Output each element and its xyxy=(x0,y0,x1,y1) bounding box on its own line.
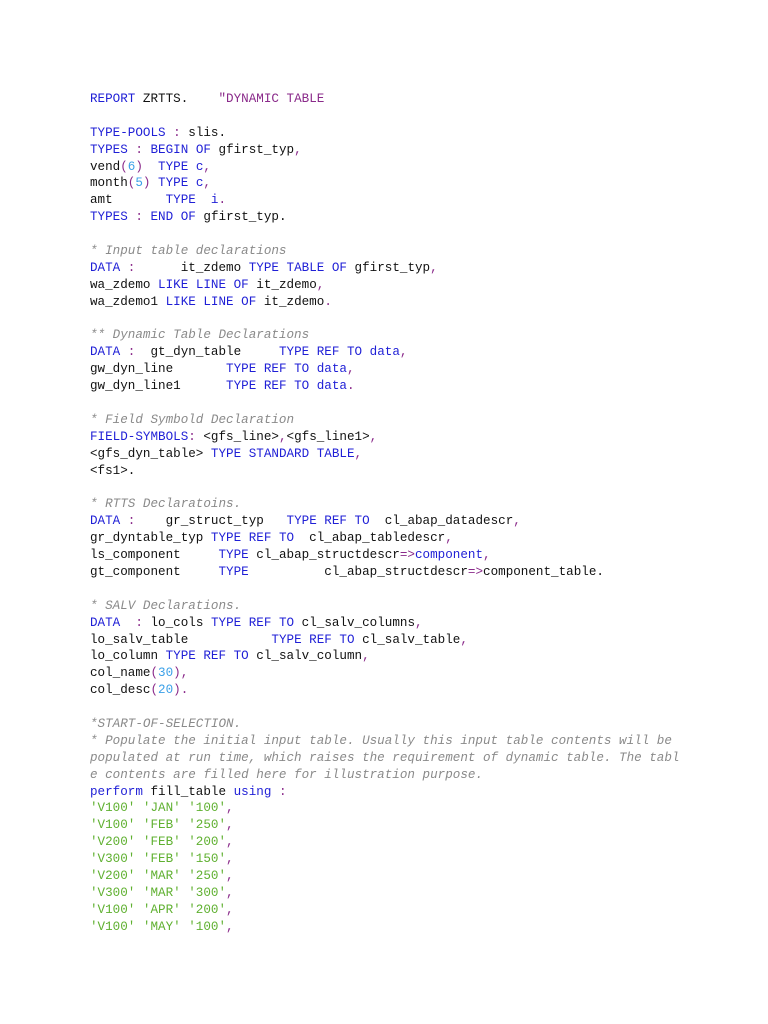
code-token: ) xyxy=(173,666,181,681)
code-line xyxy=(90,412,690,429)
code-line xyxy=(90,615,690,632)
code-token: : xyxy=(135,210,143,225)
code-token: lo_cols xyxy=(142,615,211,630)
code-line xyxy=(90,784,690,801)
code-token: <gfs_dyn_table> xyxy=(90,446,211,461)
blank-line xyxy=(90,226,690,243)
code-line xyxy=(90,919,690,936)
code-token: : xyxy=(188,429,196,444)
code-token: cl_abap_structdescr xyxy=(248,564,468,579)
code-token: : xyxy=(135,142,143,157)
code-token: DATA xyxy=(90,615,121,630)
code-token: , xyxy=(430,260,438,275)
code-line xyxy=(90,513,690,530)
code-token: cl_salv_columns xyxy=(294,615,416,630)
code-token: . xyxy=(346,379,355,394)
code-token: ) xyxy=(142,176,151,191)
code-token: it_zdemo xyxy=(248,277,317,292)
code-token: cl_abap_datadescr xyxy=(369,514,514,529)
code-line xyxy=(90,429,690,446)
code-token: . xyxy=(324,294,332,309)
code-token: cl_abap_structdescr xyxy=(248,548,400,563)
code-token: 'V300' 'FEB' '150' xyxy=(90,852,227,867)
code-line xyxy=(90,243,690,260)
code-token: perform xyxy=(90,784,143,799)
code-token: : xyxy=(127,514,136,529)
code-line xyxy=(90,564,690,581)
code-token: gt_dyn_table xyxy=(135,345,279,360)
code-token: ( xyxy=(120,159,128,174)
code-token: TYPE REF TO xyxy=(210,615,295,630)
code-line xyxy=(90,209,690,226)
code-token: <fs1>. xyxy=(90,463,136,478)
code-token: , xyxy=(180,666,189,681)
code-token xyxy=(271,785,279,799)
code-token: => xyxy=(399,548,415,563)
code-line xyxy=(90,682,690,699)
code-line xyxy=(90,902,690,919)
code-token xyxy=(166,126,174,140)
code-token: : xyxy=(127,345,136,360)
code-token: ls_component xyxy=(90,548,219,563)
code-token: 'V100' 'MAY' '100' xyxy=(90,919,227,934)
code-token: TYPE i xyxy=(165,193,219,208)
code-token: FIELD-SYMBOLS xyxy=(90,429,189,444)
code-token: , xyxy=(226,818,234,833)
code-token: 'V300' 'MAR' '300' xyxy=(90,885,227,900)
code-token: lo_salv_table xyxy=(90,632,272,647)
code-token: , xyxy=(316,277,325,292)
code-token: <gfs_line> xyxy=(195,429,279,444)
blank-line xyxy=(90,479,690,496)
code-line xyxy=(90,733,690,750)
code-line xyxy=(90,125,690,142)
code-line xyxy=(90,344,690,361)
code-token: * RTTS Declaratoins. xyxy=(90,497,242,512)
code-line xyxy=(90,361,690,378)
code-token: TYPE xyxy=(218,548,249,563)
code-token: 'V100' 'FEB' '250' xyxy=(90,818,227,833)
code-token: * Field Symbold Declaration xyxy=(90,412,295,427)
code-token: , xyxy=(399,345,408,360)
code-token: ) xyxy=(135,159,143,174)
code-line xyxy=(90,868,690,885)
code-token: . xyxy=(180,683,189,698)
code-line xyxy=(90,851,690,868)
code-token: TYPE REF TO xyxy=(286,514,370,529)
code-token: DATA xyxy=(90,345,121,360)
code-token: , xyxy=(226,902,234,917)
code-line xyxy=(90,159,690,176)
code-line xyxy=(90,716,690,733)
code-token: col_name xyxy=(90,666,151,681)
code-token: 'V100' 'JAN' '100' xyxy=(90,801,227,816)
code-token: lo_column xyxy=(90,649,166,664)
code-token: , xyxy=(226,852,234,867)
code-token: TYPE REF TO data xyxy=(226,379,347,394)
code-token: , xyxy=(226,885,234,900)
code-token: slis. xyxy=(180,125,227,140)
code-line xyxy=(90,834,690,851)
code-token: TYPE REF TO xyxy=(271,632,355,647)
code-token: ( xyxy=(150,683,159,698)
code-token: TYPE STANDARD TABLE xyxy=(210,446,355,461)
code-token: populated at run time, which raises the requirement of dynamic table. The tabl xyxy=(90,750,680,765)
code-listing xyxy=(90,91,690,936)
code-token: : xyxy=(127,260,136,275)
code-token: , xyxy=(226,835,234,850)
code-token: ( xyxy=(150,666,159,681)
code-line xyxy=(90,378,690,395)
code-line xyxy=(90,885,690,902)
code-token: , xyxy=(513,514,521,529)
code-line xyxy=(90,632,690,649)
code-token xyxy=(120,616,135,630)
code-token: 'V200' 'FEB' '200' xyxy=(90,835,227,850)
blank-line xyxy=(90,581,690,598)
code-token: wa_zdemo1 xyxy=(90,294,166,309)
code-token: gw_dyn_line xyxy=(90,362,227,377)
code-token: TYPE-POOLS xyxy=(90,125,166,140)
code-token: , xyxy=(460,632,468,647)
code-line xyxy=(90,277,690,294)
code-token: 6 xyxy=(127,159,136,174)
code-token: 'V100' 'APR' '200' xyxy=(90,902,227,917)
code-line xyxy=(90,327,690,344)
code-token: component xyxy=(415,548,484,563)
code-token: TYPES xyxy=(90,210,128,225)
code-token: * SALV Declarations. xyxy=(90,598,242,613)
code-token: LIKE LINE OF xyxy=(158,277,249,292)
code-token: TYPE REF TO xyxy=(165,649,249,664)
code-line xyxy=(90,767,690,784)
code-line xyxy=(90,665,690,682)
code-token xyxy=(150,176,158,190)
code-token: it_zdemo xyxy=(256,294,325,309)
code-token: 20 xyxy=(158,683,174,698)
code-token: component_table. xyxy=(483,564,604,579)
code-token: * Input table declarations xyxy=(90,244,287,259)
code-token: TYPE TABLE OF xyxy=(248,260,347,275)
code-token: ZRTTS. xyxy=(135,92,219,106)
code-token: , xyxy=(226,919,234,934)
code-token: month xyxy=(90,176,128,191)
code-token xyxy=(120,345,128,359)
code-token: gw_dyn_line1 xyxy=(90,379,227,394)
code-token: , xyxy=(203,159,211,174)
code-token: ( xyxy=(127,176,136,191)
code-token: , xyxy=(362,649,370,664)
code-token: *START-OF-SELECTION. xyxy=(90,716,242,731)
code-token: cl_salv_table xyxy=(354,632,461,647)
code-token: 5 xyxy=(135,176,143,191)
code-token: , xyxy=(415,615,423,630)
code-token: , xyxy=(203,176,211,191)
code-line xyxy=(90,648,690,665)
code-token: , xyxy=(369,429,378,444)
code-token: e contents are filled here for illustration purpose. xyxy=(90,767,483,782)
blank-line xyxy=(90,699,690,716)
code-line xyxy=(90,598,690,615)
code-token: wa_zdemo xyxy=(90,277,159,292)
code-token: 30 xyxy=(158,666,174,681)
code-token: ) xyxy=(173,683,181,698)
code-line xyxy=(90,294,690,311)
code-token: ** Dynamic Table Declarations xyxy=(90,328,310,343)
code-line xyxy=(90,142,690,159)
code-token: gfirst_typ xyxy=(346,260,431,275)
code-token: fill_table xyxy=(142,784,234,799)
code-token: col_desc xyxy=(90,683,151,698)
code-token xyxy=(120,261,128,275)
code-token: END OF xyxy=(150,210,196,225)
code-token: DATA xyxy=(90,260,121,275)
code-token: cl_salv_column xyxy=(248,649,363,664)
code-token: => xyxy=(467,564,484,579)
code-line xyxy=(90,175,690,192)
code-line xyxy=(90,192,690,209)
blank-line xyxy=(90,395,690,412)
code-token xyxy=(120,514,128,528)
code-token: "DYNAMIC TABLE xyxy=(218,92,325,106)
code-token: REPORT xyxy=(90,92,136,106)
code-token: DATA xyxy=(90,514,121,529)
code-token: using xyxy=(233,784,272,799)
code-token: TYPE REF TO data xyxy=(278,345,400,360)
code-token: cl_abap_tabledescr xyxy=(294,531,446,546)
code-token: 'V200' 'MAR' '250' xyxy=(90,868,227,883)
code-token: , xyxy=(278,429,287,444)
blank-line xyxy=(90,311,690,328)
code-line xyxy=(90,547,690,564)
code-token: it_zdemo xyxy=(135,260,249,275)
code-token: <gfs_line1> xyxy=(286,429,370,444)
code-line xyxy=(90,496,690,513)
code-token: gr_dyntable_typ xyxy=(90,531,211,546)
code-token: , xyxy=(354,446,363,461)
code-token: gr_struct_typ xyxy=(135,514,287,529)
code-line xyxy=(90,800,690,817)
code-token: LIKE LINE OF xyxy=(165,294,257,309)
code-line xyxy=(90,446,690,463)
code-token xyxy=(143,160,158,174)
code-token: : xyxy=(278,784,287,799)
code-token: gfirst_typ. xyxy=(195,210,287,225)
code-token: : xyxy=(173,125,181,140)
code-token: TYPES xyxy=(90,142,128,157)
code-line xyxy=(90,817,690,834)
code-token: TYPE REF TO data xyxy=(226,362,347,377)
code-token: gt_component xyxy=(90,564,219,579)
code-line xyxy=(90,463,690,480)
code-line xyxy=(90,260,690,277)
code-token: TYPE c xyxy=(158,159,204,174)
code-line xyxy=(90,91,690,108)
blank-line xyxy=(90,108,690,125)
code-line xyxy=(90,530,690,547)
code-token: TYPE xyxy=(218,564,249,579)
code-token: * Populate the initial input table. Usually this input table contents will be xyxy=(90,733,672,748)
code-token: , xyxy=(226,801,234,816)
code-token: TYPE REF TO xyxy=(210,531,295,546)
code-token: , xyxy=(226,868,234,883)
code-line xyxy=(90,750,690,767)
code-token: , xyxy=(294,142,302,157)
code-token: vend xyxy=(90,159,121,174)
code-token: , xyxy=(346,362,355,377)
code-token: , xyxy=(483,548,491,563)
code-token: . xyxy=(218,193,227,208)
code-token: BEGIN OF xyxy=(150,142,211,157)
code-token: TYPE c xyxy=(158,176,204,191)
code-token: gfirst_typ xyxy=(210,142,295,157)
code-token: amt xyxy=(90,193,166,208)
code-token: : xyxy=(135,615,143,630)
code-token: , xyxy=(445,531,453,546)
